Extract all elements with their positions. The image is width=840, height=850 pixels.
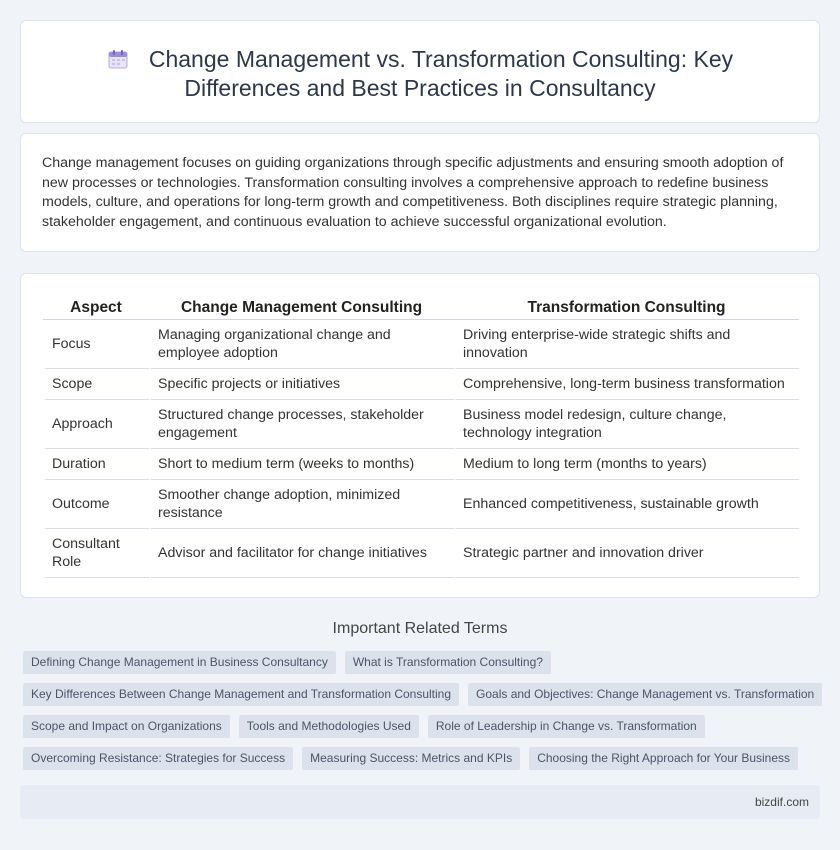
- row-change-management: Advisor and facilitator for change initiatives: [149, 529, 454, 578]
- related-term-link[interactable]: Scope and Impact on Organizations: [23, 715, 230, 738]
- row-aspect: Consultant Role: [43, 529, 149, 578]
- row-change-management: Smoother change adoption, minimized resistance: [149, 480, 454, 529]
- related-term-link[interactable]: Choosing the Right Approach for Your Business: [529, 747, 798, 770]
- row-transformation: Comprehensive, long-term business transformation: [454, 369, 799, 400]
- table-row: [43, 480, 799, 529]
- header-card: [20, 20, 820, 123]
- related-term-link[interactable]: Measuring Success: Metrics and KPIs: [302, 747, 520, 770]
- title-text: Change Management vs. Transformation Consulting: Key Differences and Best Practices in Consultancy: [148, 46, 734, 101]
- row-aspect: Scope: [43, 369, 149, 400]
- related-terms-list: [23, 651, 823, 779]
- related-terms-heading: Important Related Terms: [332, 620, 508, 637]
- header-aspect: Aspect: [43, 296, 149, 320]
- table-row: [43, 369, 799, 400]
- row-aspect: Outcome: [43, 480, 149, 529]
- calendar-icon: [107, 48, 129, 70]
- table-row: [43, 320, 799, 369]
- row-transformation: Enhanced competitiveness, sustainable growth: [454, 480, 799, 529]
- table-row: [43, 400, 799, 449]
- comparison-card: [20, 273, 820, 598]
- related-term-link[interactable]: Role of Leadership in Change vs. Transformation: [428, 715, 705, 738]
- row-change-management: Short to medium term (weeks to months): [149, 449, 454, 480]
- related-term-link[interactable]: Goals and Objectives: Change Management vs. Transformation: [468, 683, 822, 706]
- related-term-link[interactable]: Defining Change Management in Business Consultancy: [23, 651, 336, 674]
- row-aspect: Focus: [43, 320, 149, 369]
- row-aspect: Duration: [43, 449, 149, 480]
- related-term-link[interactable]: Tools and Methodologies Used: [239, 715, 419, 738]
- row-transformation: Medium to long term (months to years): [454, 449, 799, 480]
- header-change-management: Change Management Consulting: [149, 296, 454, 320]
- row-transformation: Business model redesign, culture change, technology integration: [454, 400, 799, 449]
- footer-site-link[interactable]: bizdif.com: [754, 795, 809, 809]
- table-row: [43, 529, 799, 578]
- related-term-link[interactable]: What is Transformation Consulting?: [345, 651, 551, 674]
- footer-bar: [20, 785, 820, 819]
- row-change-management: Specific projects or initiatives: [149, 369, 454, 400]
- page-title: [21, 45, 819, 103]
- row-transformation: Driving enterprise-wide strategic shifts and innovation: [454, 320, 799, 369]
- intro-card: [20, 133, 820, 252]
- related-term-link[interactable]: Overcoming Resistance: Strategies for Success: [23, 747, 293, 770]
- table-header-row: [43, 296, 799, 320]
- row-transformation: Strategic partner and innovation driver: [454, 529, 799, 578]
- comparison-table: [43, 296, 799, 578]
- intro-paragraph: Change management focuses on guiding organizations through specific adjustments and ensuring smooth adoption of new processes or technologies. Transformation consulting involves a comprehensive approach to redefine business models, culture, and operations for long-term growth and competitiveness. Both disciplines require strategic planning, stakeholder engagement, and continuous evaluation to achieve successful organizational evolution.: [42, 155, 784, 230]
- related-term-link[interactable]: Key Differences Between Change Management and Transformation Consulting: [23, 683, 459, 706]
- header-transformation: Transformation Consulting: [454, 296, 799, 320]
- row-change-management: Structured change processes, stakeholder engagement: [149, 400, 454, 449]
- row-aspect: Approach: [43, 400, 149, 449]
- table-row: [43, 449, 799, 480]
- row-change-management: Managing organizational change and employee adoption: [149, 320, 454, 369]
